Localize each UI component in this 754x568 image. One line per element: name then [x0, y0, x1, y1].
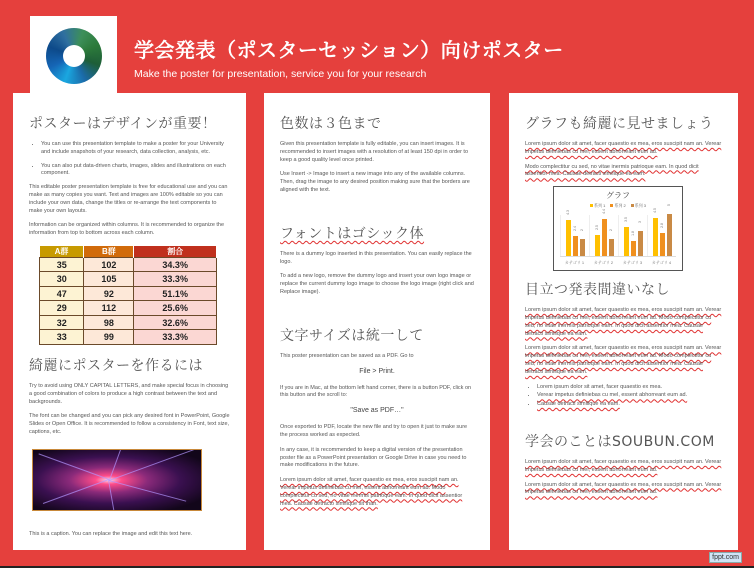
bullet-item: • Verear impetus definiebas cu mel, essent abhorreant eum ad.: [537, 392, 722, 400]
chart-category: [560, 210, 589, 256]
column-3: [509, 93, 738, 550]
table-cell: 51.1%: [134, 286, 217, 301]
section-heading-font: フォントはゴシック体: [280, 225, 425, 242]
section-heading-text-size: 文字サイズは統一して: [280, 327, 424, 344]
chart-x-axis: [560, 260, 676, 266]
section-heading-design: ポスターはデザインが重要！: [29, 116, 217, 132]
x-tick-label: カテゴリ 3: [622, 260, 643, 266]
chart-title: グラフ: [606, 191, 630, 201]
legend-item: 系列 1: [590, 203, 605, 209]
paragraph: To add a new logo, remove the dummy logo and insert your own logo image or replace the current dummy logo image to choose the logo image (right click and Replace image).: [280, 273, 474, 295]
paragraph: Lorem ipsum dolor sit amet, facer quaestio ex mea, eros suscipit nam an. Verear impetus definiebas cu mel, essent abhorreant eum ad.: [525, 141, 722, 155]
poster-subtitle: Make the poster for presentation, service you for your research: [134, 68, 427, 80]
centered-text: File > Print.: [359, 367, 395, 375]
chart-bar: 3: [638, 231, 643, 256]
table-header: B群: [84, 246, 134, 258]
paragraph: Lorem ipsum dolor sit amet, facer quaestio ex mea, eros suscipit nam an. Verear impetus definiebas cu mel, essent abhorreant eum ad.: [525, 481, 722, 496]
chart-bar: 2: [580, 239, 585, 256]
table-row: [40, 272, 217, 287]
centered-text: "Save as PDF…": [350, 407, 404, 415]
table-cell: 34.3%: [134, 257, 217, 272]
table-cell: 33.3%: [134, 330, 217, 345]
section-heading-graph: グラフも綺麗に見せましょう: [525, 116, 714, 132]
chart-legend: [558, 203, 678, 209]
table-cell: 33: [40, 330, 84, 345]
paragraph: There is a dummy logo inserted in this presentation. You can easily replace the logo.: [280, 250, 472, 265]
table-row: [40, 315, 217, 330]
chart-bar: 5: [667, 214, 672, 256]
table-cell: 105: [84, 272, 134, 287]
watermark-link[interactable]: fppt.com: [709, 552, 742, 563]
chart-category: [647, 204, 676, 256]
table-cell: 35: [40, 257, 84, 272]
paragraph: If you are in Mac, at the bottom left hand corner, there is a button PDF, click on this button and the scroll to:: [280, 384, 472, 399]
paragraph: Given this presentation template is fully editable, you can insert images. It is recommended to insert images with a resolution of at least 150 dpi in order to keep a good quality level once printed.: [280, 141, 469, 163]
table-header: 割合: [134, 246, 217, 258]
table-header: A群: [40, 246, 84, 258]
chart-bar: 2.8: [660, 233, 665, 256]
paragraph: Lorem ipsum dolor sit amet, facer quaestio ex mea, eros suscipit nam an. Verear impetus definiebas cu mel, essent abhorreant eum ad.: [525, 458, 722, 473]
paragraph: This poster presentation can be saved as a PDF. Go to: [280, 352, 414, 359]
table-row: [40, 301, 217, 316]
table-cell: 99: [84, 330, 134, 345]
section-heading-colors: 色数は３色まで: [280, 116, 382, 132]
column-2: [264, 93, 490, 550]
column-1: [13, 93, 246, 550]
chart-bar: 4.4: [602, 219, 607, 256]
table-row: [40, 257, 217, 272]
chart-bar: 2: [609, 239, 614, 256]
chart-bar: 1.8: [631, 241, 636, 256]
table-cell: 32: [40, 315, 84, 330]
chart-bar: 3.5: [624, 227, 629, 256]
x-tick-label: カテゴリ 2: [593, 260, 614, 266]
neuron-plasma-image: [32, 449, 202, 511]
table-cell: 102: [84, 257, 134, 272]
x-tick-label: カテゴリ 4: [651, 260, 672, 266]
legend-item: 系列 3: [631, 203, 646, 209]
table-cell: 30: [40, 272, 84, 287]
section-heading-beautiful: 綺麗にポスターを作るには: [29, 357, 203, 374]
table-cell: 29: [40, 301, 84, 316]
table-cell: 98: [84, 315, 134, 330]
table-cell: 47: [40, 286, 84, 301]
table-cell: 33.3%: [134, 272, 217, 287]
table-cell: 32.6%: [134, 315, 217, 330]
chart-category: [589, 209, 618, 256]
paragraph: Lorem ipsum dolor sit amet, facer quaestio ex mea, eros suscipit nam an. Verear impetus definiebas cu mel, essent abhorreant eum ad. Modo complectitur cu sed, no vitae inermis patrioque eam. In quod dicit assentior mea. Causae detracti similique ea eam.: [525, 307, 722, 337]
paragraph: The font can be changed and you can pick any desired font in PowerPoint, Google Slides or Open Office. It is recommended to follow a consistency in Font, text size, captions, etc.: [29, 413, 230, 435]
legend-item: 系列 2: [610, 203, 625, 209]
bullet-item: • You can also put data-driven charts, images, slides and illustrations on each component.: [41, 163, 230, 179]
chart-category: [618, 215, 647, 256]
paragraph: Lorem ipsum dolor sit amet, facer quaestio ex mea, eros suscipit nam an. Verear impetus definiebas cu mel, essent abhorreant eum ad. Modo complectitur cu sed, no vitae inermis patrioque eam. In quod dicit assentior mea. Causae detracto similique sit than.: [280, 477, 463, 507]
paragraph: Lorem ipsum dolor sit amet, facer quaestio ex mea, eros suscipit nam an. Verear impetus definiebas cu mel, essent abhorreant eum ad. Modo complectitur cu sed, no vitae inermis patrioque eam. In quod dicit assentior mea. Causae detracti similique ea eam.: [525, 345, 722, 375]
section-heading-standout: 目立つ発表間違いなし: [525, 282, 670, 299]
chart-bar: 4.3: [566, 220, 571, 256]
table-row: [40, 330, 217, 345]
section-heading-soubun: 学会のことはSOUBUN.COM: [525, 433, 715, 450]
bullet-item: • Causae detracti similique ea eam.: [537, 401, 722, 409]
table-header-row: [40, 246, 217, 258]
bullet-item: • You can use this presentation template to make a poster for your University and include snapshots of your research, data collection, analysis, etc.: [41, 141, 230, 157]
table-cell: 92: [84, 286, 134, 301]
image-caption: This is a caption. You can replace the image and edit this text here.: [29, 530, 193, 537]
paragraph: Information can be organized within columns. It is recommended to organize the information from top to bottom across each column.: [29, 222, 225, 237]
table-cell: 25.6%: [134, 301, 217, 316]
paragraph: Use Insert -> Image to insert a new image into any of the available columns. Then, drag the image to any desired position making sure that the borders are aligned with the text.: [280, 171, 470, 193]
bar-chart: [553, 186, 683, 271]
paragraph: Once exported to PDF, locate the new file and try to open it just to make sure the process worked as expected.: [280, 424, 468, 438]
ring-logo-icon: [46, 28, 102, 84]
bullet-list: [537, 384, 722, 409]
chart-bar: 4.5: [653, 218, 658, 256]
poster-title: 学会発表（ポスターセッション）向けポスター: [134, 38, 564, 62]
chart-bar: 2.4: [573, 236, 578, 256]
paragraph: In any case, it is recommended to keep a digital version of the presentation poster file as a PowerPoint presentation or Google Drive in case you need to make modifications in the future.: [280, 446, 467, 469]
x-tick-label: カテゴリ 1: [564, 260, 585, 266]
table-cell: 112: [84, 301, 134, 316]
bullet-list: [41, 141, 230, 178]
paragraph: Try to avoid using ONLY CAPITAL LETTERS, and make special focus in choosing a good combination of colors to produce a high contrast between the text and backgrounds.: [29, 382, 229, 405]
data-table: [39, 246, 217, 345]
chart-bar: 2.5: [595, 235, 600, 256]
bullet-item: • Lorem ipsum dolor sit amet, facer quaestio ex mea.: [537, 384, 722, 392]
paragraph: This editable poster presentation template is free for educational use and you can make as many copies you want. Text and images are 100% editable so you can include your own data, change the titles or re-arrange the text components to make your own layouts.: [29, 184, 228, 214]
logo: [30, 16, 117, 95]
paragraph: Modo complectitur cu sed, no vitae inermis patrioque eam. In quod dicit assentior mea. Causae detracti similique ea eam.: [525, 163, 699, 178]
table-row: [40, 286, 217, 301]
